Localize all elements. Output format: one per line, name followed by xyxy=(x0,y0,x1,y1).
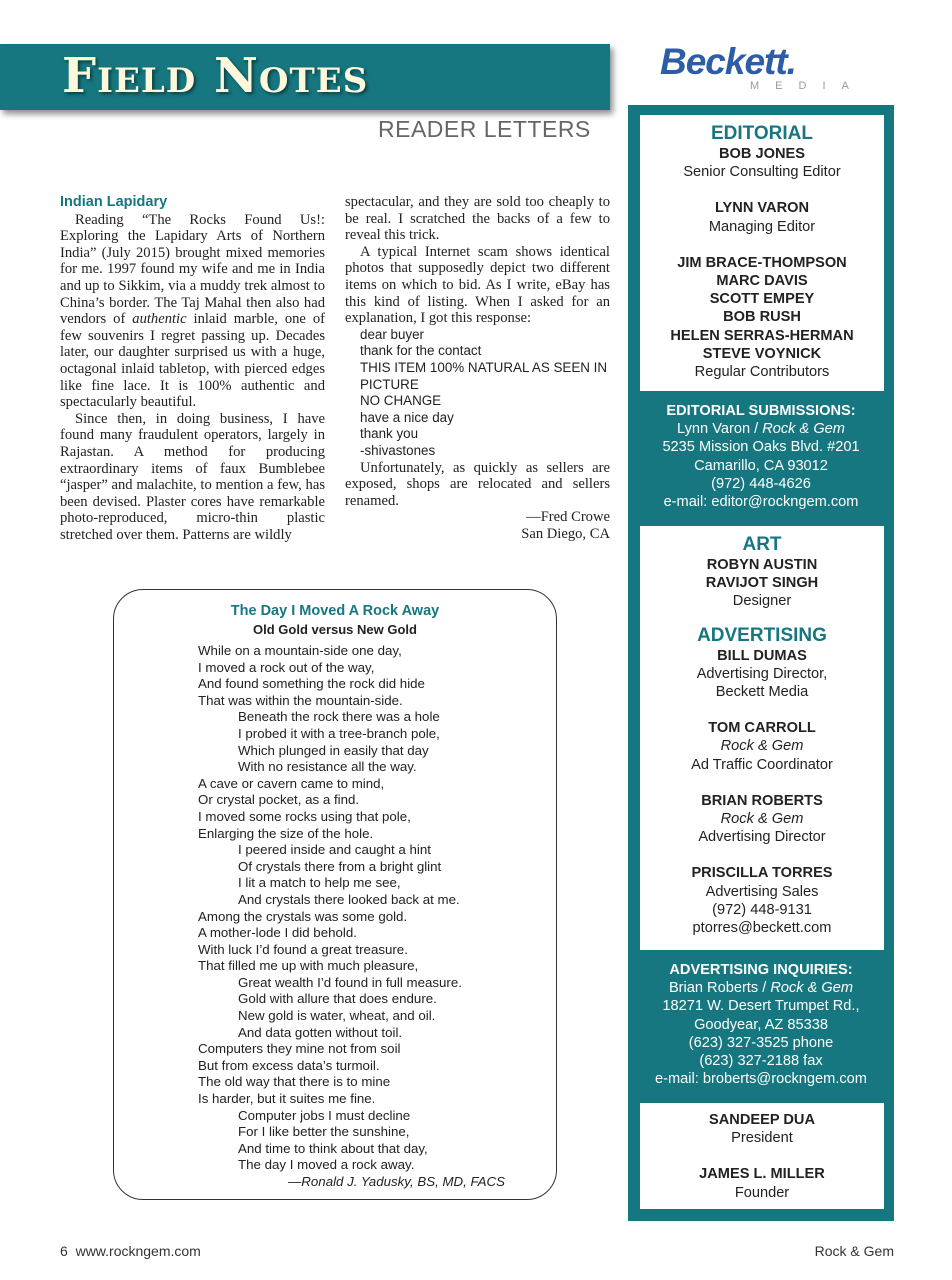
art-heading: ART xyxy=(742,534,782,555)
logo-subtitle: MEDIA xyxy=(750,80,865,92)
footer-left xyxy=(60,1243,201,1259)
poem-line: Great wealth I’d found in full measure. xyxy=(238,974,462,990)
staff-name: TOM CARROLL xyxy=(708,720,816,737)
staff-publication: Rock & Gem xyxy=(720,811,804,828)
poem-line: And crystals there looked back at me. xyxy=(238,891,460,907)
inquiries-fax: (623) 327-2188 fax xyxy=(699,1053,823,1070)
poem-line: I moved a rock out of the way, xyxy=(198,659,375,675)
page-number: 6 xyxy=(60,1243,68,1259)
poem-line: While on a mountain-side one day, xyxy=(198,643,402,658)
staff-name: ROBYN AUSTIN xyxy=(706,557,818,573)
section-title: READER LETTERS xyxy=(378,116,591,142)
poem-line: New gold is water, wheat, and oil. xyxy=(238,1008,436,1024)
advertising-heading: ADVERTISING xyxy=(697,624,827,646)
staff-role: Founder xyxy=(734,1184,790,1201)
staff-phone: (972) 448-9131 xyxy=(712,901,812,918)
submissions-email[interactable]: e-mail: editor@rockngem.com xyxy=(663,494,859,511)
poem-title: The Day I Moved A Rock Away xyxy=(230,603,440,619)
response-line: NO CHANGE xyxy=(360,393,442,409)
response-line: thank you xyxy=(360,426,419,442)
submissions-heading: EDITORIAL SUBMISSIONS: xyxy=(666,403,856,419)
inquiries-email[interactable]: e-mail: broberts@rockngem.com xyxy=(655,1071,867,1088)
staff-name: MARC DAVIS xyxy=(716,273,808,290)
poem-line: And found something the rock did hide xyxy=(198,676,425,692)
poem-line: A mother-lode I did behold. xyxy=(198,925,357,941)
staff-role: Regular Contributors xyxy=(694,364,830,381)
staff-name: LYNN VARON xyxy=(714,200,810,217)
poem-line: Is harder, but it suites me fine. xyxy=(198,1091,376,1107)
footer-website[interactable]: www.rockngem.com xyxy=(75,1243,201,1259)
staff-role: Managing Editor xyxy=(708,218,816,235)
letter-paragraph: Unfortunately, as quickly as sellers are exposed, shops are relocated and sellers renamed. xyxy=(345,459,610,509)
logo-wordmark: Beckett. xyxy=(660,41,796,82)
editorial-heading: EDITORIAL xyxy=(710,123,814,144)
staff-name: HELEN SERRAS-HERMAN xyxy=(670,327,854,344)
poem-line: I probed it with a tree-branch pole, xyxy=(238,725,440,741)
leadership-box xyxy=(640,1103,884,1209)
inquiries-heading: ADVERTISING INQUIRIES: xyxy=(669,962,853,978)
letter-column-2 xyxy=(345,194,610,542)
response-line: thank for the contact xyxy=(360,343,482,359)
submissions-address: Camarillo, CA 93012 xyxy=(694,457,828,474)
staff-name: BOB RUSH xyxy=(723,309,801,326)
staff-name: BOB JONES xyxy=(719,146,805,162)
poem-line: Computer jobs I must decline xyxy=(238,1107,411,1123)
poem-line: And time to think about that day, xyxy=(238,1140,428,1156)
submissions-contact: Lynn Varon / Rock & Gem xyxy=(677,421,845,438)
poem-line: But from excess data’s turmoil. xyxy=(198,1057,380,1073)
response-line: -shivastones xyxy=(360,442,436,458)
staff-publication: Rock & Gem xyxy=(720,738,804,755)
poem-line: Enlarging the size of the hole. xyxy=(198,825,374,841)
letter-paragraph: Since then, in doing business, I have found many fraudulent operators, largely in Rajastan. A method for producing extraordinary items of faux Bumblebee “jasper” and malachite, to mention a few, has been devised. Plaster cores have remarkable photo-reproduced, micro-thin plastic stretched over them. Patterns are wildly xyxy=(60,410,325,543)
staff-email[interactable]: ptorres@beckett.com xyxy=(692,920,832,937)
staff-name: RAVIJOT SINGH xyxy=(705,575,819,592)
poem-line: The day I moved a rock away. xyxy=(238,1157,415,1173)
response-line: dear buyer xyxy=(360,326,425,342)
staff-name: JAMES L. MILLER xyxy=(699,1166,825,1183)
poem-line: For I like better the sunshine, xyxy=(238,1124,410,1140)
poem-line: Gold with allure that does endure. xyxy=(238,991,437,1007)
staff-name: JIM BRACE-THOMPSON xyxy=(677,254,847,271)
staff-role: Advertising Director, xyxy=(696,665,828,682)
poem-subtitle: Old Gold versus New Gold xyxy=(253,622,417,637)
poem-line: The old way that there is to mine xyxy=(198,1074,391,1090)
submissions-phone: (972) 448-4626 xyxy=(711,475,811,492)
poem-line: Computers they mine not from soil xyxy=(198,1041,401,1057)
letter-column-1 xyxy=(60,194,325,543)
advertising-inquiries xyxy=(628,961,894,1088)
letter-paragraph: Reading “The Rocks Found Us!: Exploring the Lapidary Arts of Northern India” (July 2015) brought mixed memories for me. 1997 found my wife and me in India and up to Sikkim, via a muddy trek almost to China’s border. The Taj Mahal then also had vendors of authentic inlaid marble, one of few souvenirs I regret passing up. Decades later, our daughter surprised us with a huge, octagonal inlaid tabletop, with pierced edges like fine lace. It is 100% authentic and spectacularly beautiful. xyxy=(60,211,325,411)
letter-paragraph: spectacular, and they are sold too cheaply to be real. I scratched the backs of a few to reveal this trick. xyxy=(345,194,610,244)
letter-location: San Diego, CA xyxy=(521,525,610,542)
poem-body xyxy=(198,643,538,1191)
poem-line: That filled me up with much pleasure, xyxy=(198,958,419,974)
staff-name: SANDEEP DUA xyxy=(709,1112,815,1128)
footer-publication: Rock & Gem xyxy=(814,1243,894,1259)
poem-line: Of crystals there from a bright glint xyxy=(238,858,442,874)
beckett-media-logo xyxy=(660,41,865,94)
poem-line: Or crystal pocket, as a find. xyxy=(198,792,360,808)
poem-line: I peered inside and caught a hint xyxy=(238,842,431,858)
poem-line: With luck I’d found a great treasure. xyxy=(198,941,408,957)
art-advertising-box xyxy=(640,526,884,950)
masthead-sidebar xyxy=(628,105,894,1221)
staff-role: Ad Traffic Coordinator xyxy=(691,756,833,773)
staff-name: SCOTT EMPEY xyxy=(709,291,815,308)
letter-paragraph: A typical Internet scam shows identical photos that supposedly depict two different items on which to bid. As I write, eBay has this kind of listing. When I asked for an explanation, I got this response: xyxy=(345,243,610,327)
staff-name: BILL DUMAS xyxy=(717,647,807,664)
staff-role: Advertising Sales xyxy=(705,883,819,900)
staff-name: STEVE VOYNICK xyxy=(702,345,822,362)
staff-role: Designer xyxy=(732,593,792,610)
poem-line: A cave or cavern came to mind, xyxy=(198,775,385,791)
submissions-address: 5235 Mission Oaks Blvd. #201 xyxy=(662,439,860,456)
staff-role: Beckett Media xyxy=(715,684,809,701)
poem-line: Which plunged in easily that day xyxy=(238,742,429,758)
poem-line: I moved some rocks using that pole, xyxy=(198,808,411,824)
poem-line: With no resistance all the way. xyxy=(238,759,417,775)
poem-line: And data gotten without toil. xyxy=(238,1024,403,1040)
editorial-box xyxy=(640,115,884,391)
response-line: THIS ITEM 100% NATURAL AS SEEN IN PICTURE xyxy=(360,359,608,392)
staff-name: BRIAN ROBERTS xyxy=(701,792,823,809)
staff-role: Advertising Director xyxy=(698,829,826,846)
poem-line: Among the crystals was some gold. xyxy=(198,908,408,924)
banner-title: Field Notes xyxy=(62,48,369,104)
staff-role: President xyxy=(731,1130,793,1147)
inquiries-address: Goodyear, AZ 85338 xyxy=(694,1016,828,1033)
inquiries-phone: (623) 327-3525 phone xyxy=(688,1034,834,1051)
poem-line: That was within the mountain-side. xyxy=(198,692,403,708)
poem-line: Beneath the rock there was a hole xyxy=(238,709,440,725)
letter-heading: Indian Lapidary xyxy=(60,194,168,210)
editorial-submissions xyxy=(628,402,894,511)
response-line: have a nice day xyxy=(360,409,454,425)
staff-role: Senior Consulting Editor xyxy=(683,164,841,181)
letter-signature: —Fred Crowe xyxy=(526,509,610,526)
poem-credit: —Ronald J. Yadusky, BS, MD, FACS xyxy=(288,1174,506,1189)
inquiries-contact: Brian Roberts / Rock & Gem xyxy=(668,980,854,997)
poem-line: I lit a match to help me see, xyxy=(238,875,401,891)
staff-name: PRISCILLA TORRES xyxy=(691,865,833,882)
inquiries-address: 18271 W. Desert Trumpet Rd., xyxy=(662,998,860,1015)
